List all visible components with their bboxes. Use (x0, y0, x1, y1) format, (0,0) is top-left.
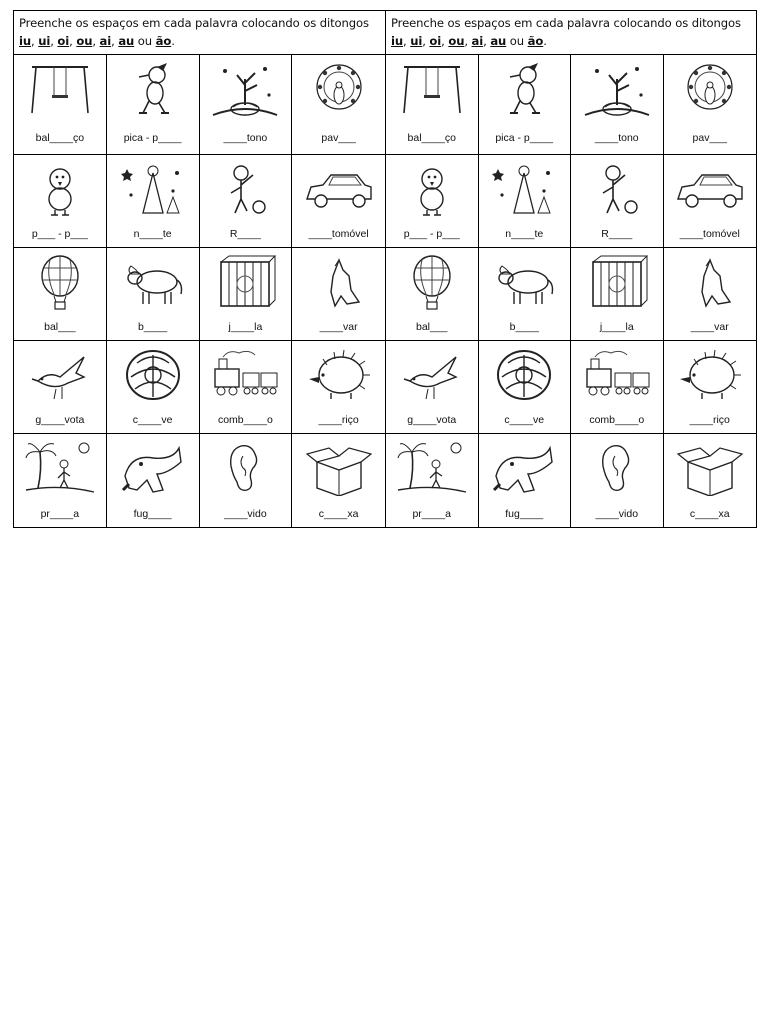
separator: , (464, 34, 472, 48)
night-girl-icon (488, 161, 560, 217)
exercise-cell (200, 55, 293, 155)
exercise-cell (386, 341, 479, 434)
exercise-cell (664, 155, 757, 248)
word-blank: j____la (599, 321, 634, 333)
exercise-cell (200, 248, 293, 341)
instruction-prefix: Preenche os espaços em cada palavra colocando os ditongos (19, 16, 369, 30)
word-blank: c____xa (318, 508, 359, 520)
car-icon (674, 161, 746, 217)
howling-wolf-icon (303, 254, 375, 310)
word-blank: pav___ (692, 132, 727, 144)
autumn-tree-icon (209, 61, 281, 117)
word-blank: ____tomóvel (308, 228, 369, 240)
word-blank: R____ (601, 228, 633, 240)
word-blank: bal___ (44, 321, 76, 333)
exercise-cell (386, 155, 479, 248)
separator: , (422, 34, 430, 48)
word-blank: ____tono (223, 132, 268, 144)
exercise-cell (664, 55, 757, 155)
cage-icon (209, 254, 281, 310)
word-blank: comb____o (217, 414, 273, 426)
diphthong-2: oi (57, 34, 70, 48)
separator: , (111, 34, 119, 48)
exercise-cell (292, 248, 385, 341)
diphthong-3: ou (448, 34, 465, 48)
woodpecker-icon (117, 61, 189, 117)
hot-air-balloon-icon (24, 254, 96, 310)
ear-icon (581, 440, 653, 496)
cage-icon (581, 254, 653, 310)
worksheet (13, 10, 757, 528)
beach-icon (396, 440, 468, 496)
ending: . (543, 34, 547, 48)
train-icon (581, 347, 653, 403)
word-blank: ____tomóvel (679, 228, 740, 240)
exercise-cell (479, 248, 572, 341)
word-blank: ____tono (594, 132, 639, 144)
diphthong-5: au (118, 34, 135, 48)
exercise-grid (14, 55, 385, 527)
separator: , (69, 34, 77, 48)
connector: ou (134, 34, 156, 48)
exercise-cell (664, 248, 757, 341)
word-blank: pica - p____ (495, 132, 554, 144)
seagull-icon (396, 347, 468, 403)
ox-icon (117, 254, 189, 310)
chick-icon (24, 161, 96, 217)
box-icon (674, 440, 746, 496)
word-blank: bal____ço (407, 132, 456, 144)
worksheet-panel-left (14, 11, 385, 527)
exercise-cell (479, 55, 572, 155)
hot-air-balloon-icon (396, 254, 468, 310)
peacock-icon (303, 61, 375, 117)
word-blank: pica - p____ (123, 132, 182, 144)
escaping-cat-icon (488, 440, 560, 496)
exercise-cell (292, 341, 385, 434)
exercise-cell (14, 434, 107, 527)
word-blank: ____riço (689, 414, 730, 426)
exercise-cell (107, 55, 200, 155)
separator: , (31, 34, 39, 48)
exercise-cell (292, 434, 385, 527)
word-blank: c____xa (689, 508, 730, 520)
ox-icon (488, 254, 560, 310)
word-blank: fug____ (505, 508, 544, 520)
boy-with-ball-icon (581, 161, 653, 217)
separator: , (441, 34, 449, 48)
word-blank: ____var (690, 321, 729, 333)
word-blank: fug____ (133, 508, 172, 520)
exercise-cell (107, 248, 200, 341)
diphthong-4: ai (99, 34, 112, 48)
box-icon (303, 440, 375, 496)
autumn-tree-icon (581, 61, 653, 117)
exercise-cell (386, 55, 479, 155)
car-icon (303, 161, 375, 217)
exercise-cell (107, 434, 200, 527)
word-blank: pr____a (412, 508, 452, 520)
word-blank: ____vido (224, 508, 267, 520)
hedgehog-icon (674, 347, 746, 403)
exercise-cell (664, 341, 757, 434)
exercise-cell (571, 341, 664, 434)
diphthong-6: ão (527, 34, 544, 48)
exercise-cell (107, 155, 200, 248)
separator: , (92, 34, 100, 48)
word-blank: comb____o (589, 414, 645, 426)
swing-icon (396, 61, 468, 117)
exercise-cell (14, 248, 107, 341)
seagull-icon (24, 347, 96, 403)
chick-icon (396, 161, 468, 217)
word-blank: ____riço (318, 414, 359, 426)
worksheet-panel-right (385, 11, 756, 527)
boy-with-ball-icon (209, 161, 281, 217)
word-blank: p___ - p___ (31, 228, 88, 240)
exercise-cell (14, 341, 107, 434)
diphthong-2: oi (429, 34, 442, 48)
diphthong-4: ai (471, 34, 484, 48)
diphthong-1: ui (410, 34, 423, 48)
exercise-cell (479, 434, 572, 527)
word-blank: pav___ (321, 132, 356, 144)
word-blank: n____te (133, 228, 172, 240)
separator: , (483, 34, 491, 48)
night-girl-icon (117, 161, 189, 217)
word-blank: bal____ço (35, 132, 85, 144)
exercise-cell (664, 434, 757, 527)
cabbage-icon (117, 347, 189, 403)
swing-icon (24, 61, 96, 117)
word-blank: ____var (319, 321, 358, 333)
instruction-prefix: Preenche os espaços em cada palavra colocando os ditongos (391, 16, 741, 30)
diphthong-6: ão (155, 34, 172, 48)
escaping-cat-icon (117, 440, 189, 496)
exercise-cell (386, 248, 479, 341)
diphthong-1: ui (38, 34, 51, 48)
exercise-cell (200, 434, 293, 527)
exercise-cell (200, 155, 293, 248)
word-blank: g____vota (35, 414, 85, 426)
diphthong-0: iu (391, 34, 404, 48)
instruction-text (14, 11, 385, 55)
ear-icon (209, 440, 281, 496)
exercise-cell (386, 434, 479, 527)
word-blank: g____vota (407, 414, 457, 426)
word-blank: b____ (138, 321, 168, 333)
cabbage-icon (488, 347, 560, 403)
howling-wolf-icon (674, 254, 746, 310)
separator: , (403, 34, 411, 48)
exercise-cell (479, 341, 572, 434)
instruction-text (386, 11, 756, 55)
diphthong-3: ou (76, 34, 93, 48)
separator: , (50, 34, 58, 48)
exercise-cell (14, 55, 107, 155)
ending: . (171, 34, 175, 48)
exercise-cell (14, 155, 107, 248)
connector: ou (506, 34, 528, 48)
exercise-cell (292, 55, 385, 155)
peacock-icon (674, 61, 746, 117)
word-blank: c____ve (504, 414, 545, 426)
word-blank: R____ (229, 228, 261, 240)
exercise-cell (200, 341, 293, 434)
woodpecker-icon (488, 61, 560, 117)
word-blank: bal___ (415, 321, 448, 333)
exercise-cell (479, 155, 572, 248)
diphthong-0: iu (19, 34, 32, 48)
hedgehog-icon (303, 347, 375, 403)
exercise-cell (571, 434, 664, 527)
exercise-cell (571, 248, 664, 341)
exercise-cell (107, 341, 200, 434)
word-blank: p___ - p___ (403, 228, 460, 240)
word-blank: n____te (505, 228, 544, 240)
diphthong-5: au (490, 34, 507, 48)
beach-icon (24, 440, 96, 496)
train-icon (209, 347, 281, 403)
exercise-cell (292, 155, 385, 248)
word-blank: ____vido (595, 508, 639, 520)
word-blank: pr____a (40, 508, 80, 520)
word-blank: j____la (228, 321, 263, 333)
exercise-grid (386, 55, 756, 527)
exercise-cell (571, 155, 664, 248)
word-blank: b____ (509, 321, 539, 333)
exercise-cell (571, 55, 664, 155)
word-blank: c____ve (132, 414, 173, 426)
